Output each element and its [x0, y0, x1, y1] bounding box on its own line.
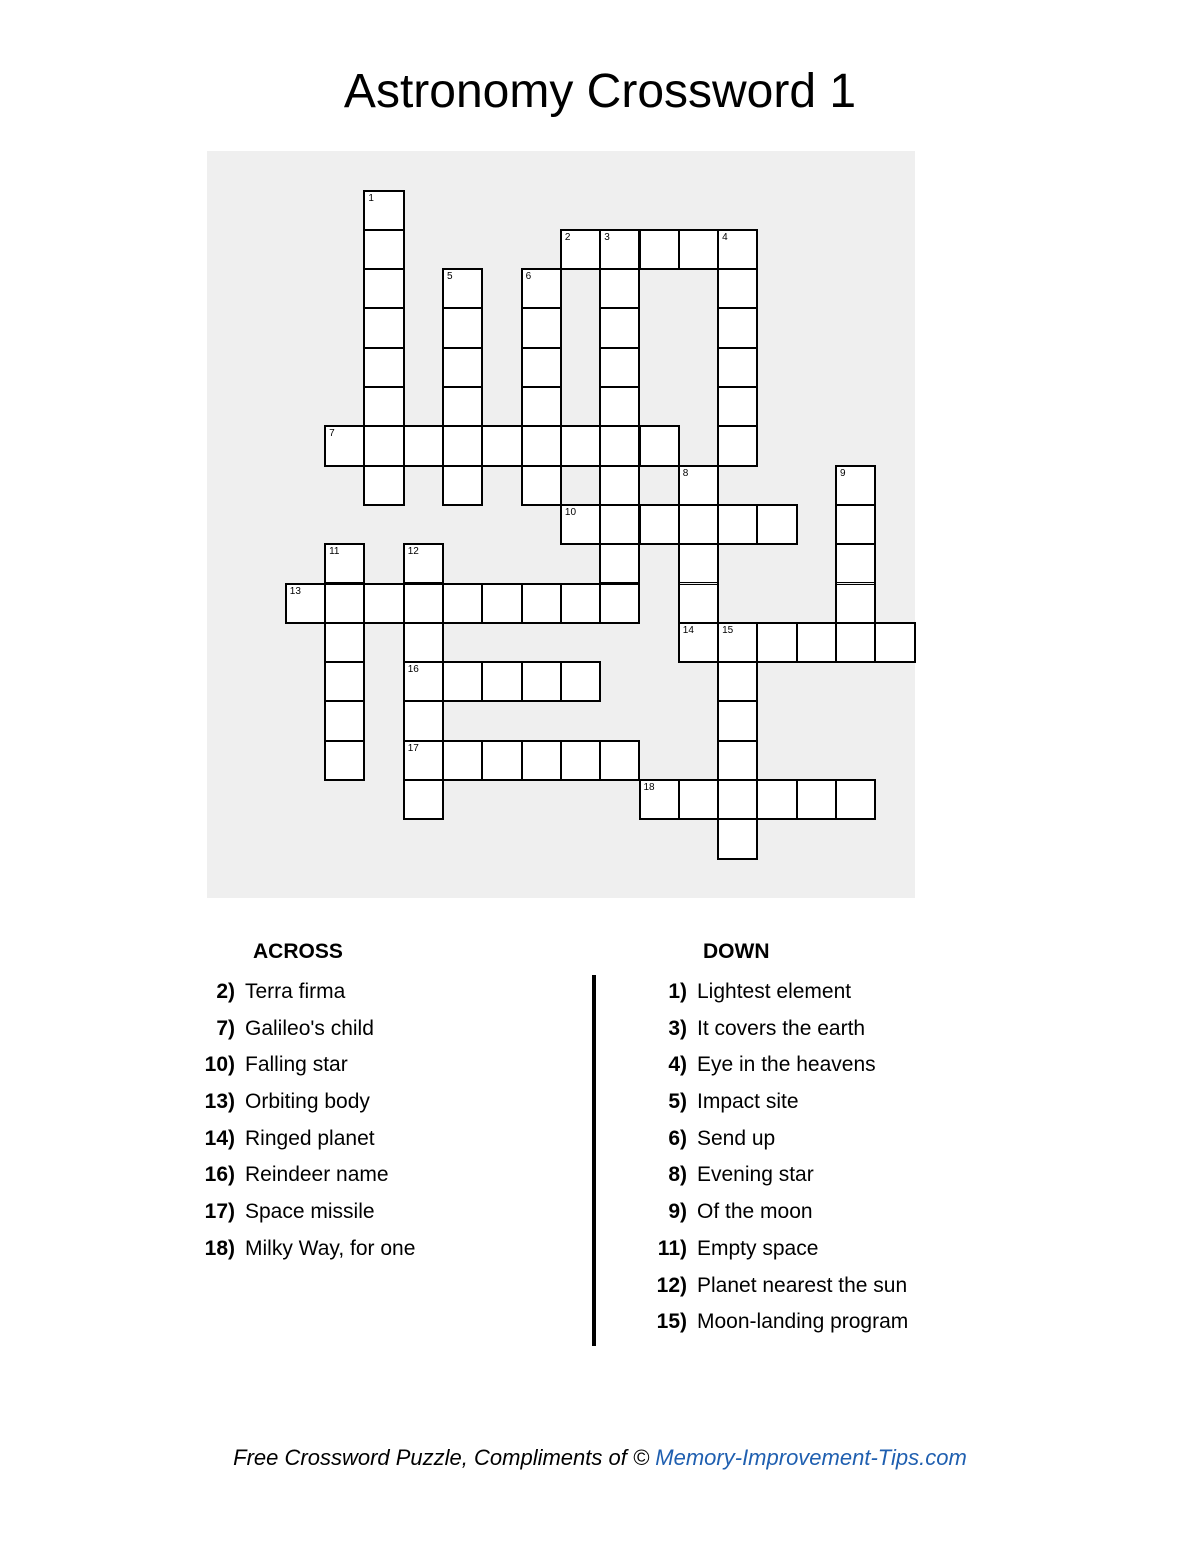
- crossword-cell[interactable]: [325, 701, 364, 740]
- clue-number: 9): [668, 1200, 687, 1224]
- clue-item: [198, 1127, 415, 1164]
- crossword-cell[interactable]: [443, 269, 482, 308]
- clue-text: Impact site: [697, 1090, 799, 1114]
- crossword-cell[interactable]: [404, 426, 443, 465]
- crossword-cell[interactable]: [679, 623, 718, 662]
- crossword-cell[interactable]: [561, 505, 600, 544]
- clue-item: [198, 1237, 415, 1274]
- crossword-cell[interactable]: [404, 780, 443, 819]
- crossword-cell[interactable]: [443, 741, 482, 780]
- page-title: Astronomy Crossword 1: [343, 65, 857, 118]
- clue-number: 5): [668, 1090, 687, 1114]
- crossword-cell[interactable]: [757, 780, 796, 819]
- clue-text: Eye in the heavens: [697, 1053, 876, 1077]
- crossword-cell[interactable]: [522, 308, 561, 347]
- crossword-cell[interactable]: [404, 741, 443, 780]
- cell-number: 7: [329, 428, 335, 440]
- crossword-cell[interactable]: [836, 584, 875, 623]
- crossword-cell[interactable]: [364, 584, 403, 623]
- clue-number: 17): [204, 1200, 235, 1224]
- cell-number: 16: [407, 664, 419, 676]
- clue-number: 11): [657, 1236, 687, 1260]
- clue-text: Reindeer name: [245, 1163, 389, 1187]
- crossword-cell[interactable]: [482, 741, 521, 780]
- crossword-cell[interactable]: [561, 741, 600, 780]
- crossword-cell[interactable]: [640, 230, 679, 269]
- cell-number: 13: [289, 585, 301, 597]
- crossword-cell[interactable]: [600, 269, 639, 308]
- crossword-cell[interactable]: [757, 505, 796, 544]
- crossword-cell[interactable]: [718, 701, 757, 740]
- crossword-cell[interactable]: [522, 741, 561, 780]
- crossword-cell[interactable]: [718, 387, 757, 426]
- crossword-cell[interactable]: [679, 584, 718, 623]
- clue-item: [198, 1090, 415, 1127]
- clue-text: Send up: [697, 1126, 776, 1150]
- across-heading: ACROSS: [253, 940, 343, 963]
- clue-number: 15): [656, 1310, 687, 1334]
- clue-item: [650, 980, 908, 1017]
- crossword-cell[interactable]: [718, 308, 757, 347]
- crossword-cell[interactable]: [679, 466, 718, 505]
- clue-item: [650, 1200, 908, 1237]
- clue-number: 2): [216, 980, 235, 1003]
- clue-item: [650, 1090, 908, 1127]
- cell-number: 5: [447, 271, 453, 283]
- crossword-cell[interactable]: [600, 505, 639, 544]
- crossword-cell[interactable]: [522, 662, 561, 701]
- crossword-cell[interactable]: [561, 584, 600, 623]
- crossword-cell[interactable]: [325, 662, 364, 701]
- clue-text: Moon-landing program: [697, 1310, 909, 1334]
- crossword-cell[interactable]: [718, 426, 757, 465]
- crossword-cell[interactable]: [286, 584, 325, 623]
- crossword-cell[interactable]: [443, 662, 482, 701]
- crossword-cell[interactable]: [482, 426, 521, 465]
- crossword-cell[interactable]: [443, 466, 482, 505]
- clue-text: It covers the earth: [697, 1016, 866, 1040]
- crossword-cell[interactable]: [522, 269, 561, 308]
- crossword-cell[interactable]: [364, 269, 403, 308]
- crossword-cell[interactable]: [600, 741, 639, 780]
- crossword-cell[interactable]: [600, 426, 639, 465]
- crossword-cell[interactable]: [757, 623, 796, 662]
- cell-number: 1: [368, 192, 374, 204]
- footer-prefix: Free Crossword Puzzle, Compliments of ©: [233, 1445, 650, 1470]
- crossword-cell[interactable]: [640, 505, 679, 544]
- clue-number: 8): [668, 1163, 687, 1187]
- crossword-cell[interactable]: [364, 348, 403, 387]
- crossword-cell[interactable]: [640, 780, 679, 819]
- crossword-cell[interactable]: [640, 426, 679, 465]
- cell-number: 2: [564, 231, 571, 243]
- crossword-cell[interactable]: [600, 348, 639, 387]
- clue-number: 7): [216, 1016, 235, 1040]
- clue-text: Empty space: [697, 1236, 819, 1260]
- crossword-cell[interactable]: [404, 623, 443, 662]
- crossword-cell[interactable]: [600, 544, 639, 583]
- clue-text: Galileo's child: [245, 1016, 374, 1040]
- crossword-cell[interactable]: [600, 466, 639, 505]
- crossword-cell[interactable]: [404, 662, 443, 701]
- crossword-cell[interactable]: [875, 623, 914, 662]
- across-clue-list: [198, 980, 415, 1274]
- crossword-cell[interactable]: [561, 662, 600, 701]
- clue-number: 18): [204, 1236, 235, 1260]
- clue-number: 4): [668, 1053, 687, 1077]
- clue-number: 12): [656, 1273, 687, 1297]
- crossword-cell[interactable]: [718, 662, 757, 701]
- crossword-cell[interactable]: [718, 780, 757, 819]
- cell-number: 4: [722, 231, 728, 243]
- crossword-cell[interactable]: [325, 544, 364, 583]
- crossword-cell[interactable]: [718, 505, 757, 544]
- clue-text: Falling star: [245, 1053, 348, 1077]
- crossword-cell[interactable]: [797, 623, 836, 662]
- crossword-cell[interactable]: [797, 780, 836, 819]
- cell-number: 6: [525, 271, 532, 283]
- clue-item: [650, 1237, 908, 1274]
- clue-number: 6): [668, 1126, 687, 1150]
- clue-item: [650, 1274, 908, 1311]
- clue-text: Space missile: [245, 1200, 375, 1224]
- clue-text: Orbiting body: [245, 1090, 370, 1114]
- clue-text: Milky Way, for one: [245, 1236, 416, 1260]
- crossword-cell[interactable]: [836, 780, 875, 819]
- crossword-cell[interactable]: [679, 780, 718, 819]
- column-divider: [592, 975, 596, 1346]
- cell-number: 8: [682, 467, 689, 479]
- clue-text: Terra firma: [245, 980, 346, 1003]
- crossword-cell[interactable]: [364, 230, 403, 269]
- crossword-cell[interactable]: [404, 584, 443, 623]
- crossword-cell[interactable]: [325, 741, 364, 780]
- crossword-cell[interactable]: [443, 387, 482, 426]
- crossword-cell[interactable]: [522, 426, 561, 465]
- cell-number: 11: [329, 546, 340, 558]
- cell-number: 9: [840, 467, 846, 479]
- clue-item: [650, 1310, 908, 1347]
- crossword-cell[interactable]: [364, 466, 403, 505]
- clue-text: Lightest element: [697, 980, 852, 1003]
- crossword-cell[interactable]: [443, 348, 482, 387]
- crossword-cell[interactable]: [325, 584, 364, 623]
- footer-credit: [0, 1445, 1200, 1471]
- cell-number: 3: [604, 231, 610, 243]
- crossword-cell[interactable]: [522, 387, 561, 426]
- clue-text: Evening star: [697, 1163, 814, 1187]
- crossword-cell[interactable]: [561, 230, 600, 269]
- crossword-cell[interactable]: [836, 466, 875, 505]
- crossword-cell[interactable]: [325, 623, 364, 662]
- cell-number: 17: [407, 742, 419, 754]
- clue-number: 1): [668, 980, 687, 1003]
- crossword-cell[interactable]: [482, 662, 521, 701]
- clue-number: 16): [204, 1163, 235, 1187]
- clue-item: [650, 1163, 908, 1200]
- crossword-cell[interactable]: [522, 348, 561, 387]
- crossword-cell[interactable]: [443, 426, 482, 465]
- clue-item: [198, 1017, 415, 1054]
- clue-item: [198, 1053, 415, 1090]
- crossword-cell[interactable]: [718, 269, 757, 308]
- cell-number: 14: [682, 624, 694, 636]
- crossword-cell[interactable]: [522, 584, 561, 623]
- down-heading: DOWN: [703, 940, 770, 963]
- crossword-cell[interactable]: [679, 544, 718, 583]
- crossword-cell[interactable]: [325, 426, 364, 465]
- crossword-cell[interactable]: [718, 348, 757, 387]
- clue-item: [650, 1017, 908, 1054]
- clue-number: 13): [204, 1090, 235, 1114]
- crossword-cell[interactable]: [600, 584, 639, 623]
- clue-text: Ringed planet: [245, 1126, 375, 1150]
- crossword-cell[interactable]: [836, 544, 875, 583]
- crossword-cell[interactable]: [443, 584, 482, 623]
- crossword-cell[interactable]: [600, 230, 639, 269]
- crossword-cell[interactable]: [600, 387, 639, 426]
- crossword-cell[interactable]: [561, 426, 600, 465]
- crossword-cell[interactable]: [679, 230, 718, 269]
- crossword-cell[interactable]: [836, 505, 875, 544]
- cell-number: 12: [407, 546, 419, 558]
- crossword-cell[interactable]: [404, 544, 443, 583]
- clue-text: Of the moon: [697, 1200, 813, 1224]
- cell-number: 18: [643, 782, 655, 793]
- crossword-cell[interactable]: [836, 623, 875, 662]
- clue-number: 14): [204, 1126, 235, 1150]
- down-clue-list: [650, 980, 908, 1347]
- crossword-cell[interactable]: [718, 741, 757, 780]
- footer-link[interactable]: Memory-Improvement-Tips.com: [655, 1445, 967, 1470]
- clue-number: 3): [668, 1016, 687, 1040]
- clue-number: 10): [204, 1053, 235, 1077]
- crossword-cell[interactable]: [718, 623, 757, 662]
- clue-item: [650, 1127, 908, 1164]
- clue-text: Planet nearest the sun: [697, 1273, 908, 1297]
- crossword-cell[interactable]: [364, 426, 403, 465]
- clue-item: [650, 1053, 908, 1090]
- crossword-cell[interactable]: [679, 505, 718, 544]
- crossword-cell[interactable]: [404, 701, 443, 740]
- crossword-cell[interactable]: [522, 466, 561, 505]
- cell-number: 15: [722, 624, 734, 636]
- crossword-cell[interactable]: [364, 191, 403, 230]
- crossword-cell[interactable]: [482, 584, 521, 623]
- crossword-cell[interactable]: [364, 308, 403, 347]
- crossword-cell[interactable]: [443, 308, 482, 347]
- crossword-cell[interactable]: [718, 230, 757, 269]
- cell-number: 10: [564, 506, 577, 518]
- crossword-cell[interactable]: [364, 387, 403, 426]
- crossword-cell[interactable]: [600, 308, 639, 347]
- clue-item: [198, 1200, 415, 1237]
- crossword-cell[interactable]: [718, 819, 757, 858]
- clue-item: [198, 1163, 415, 1200]
- clue-item: [198, 980, 415, 1017]
